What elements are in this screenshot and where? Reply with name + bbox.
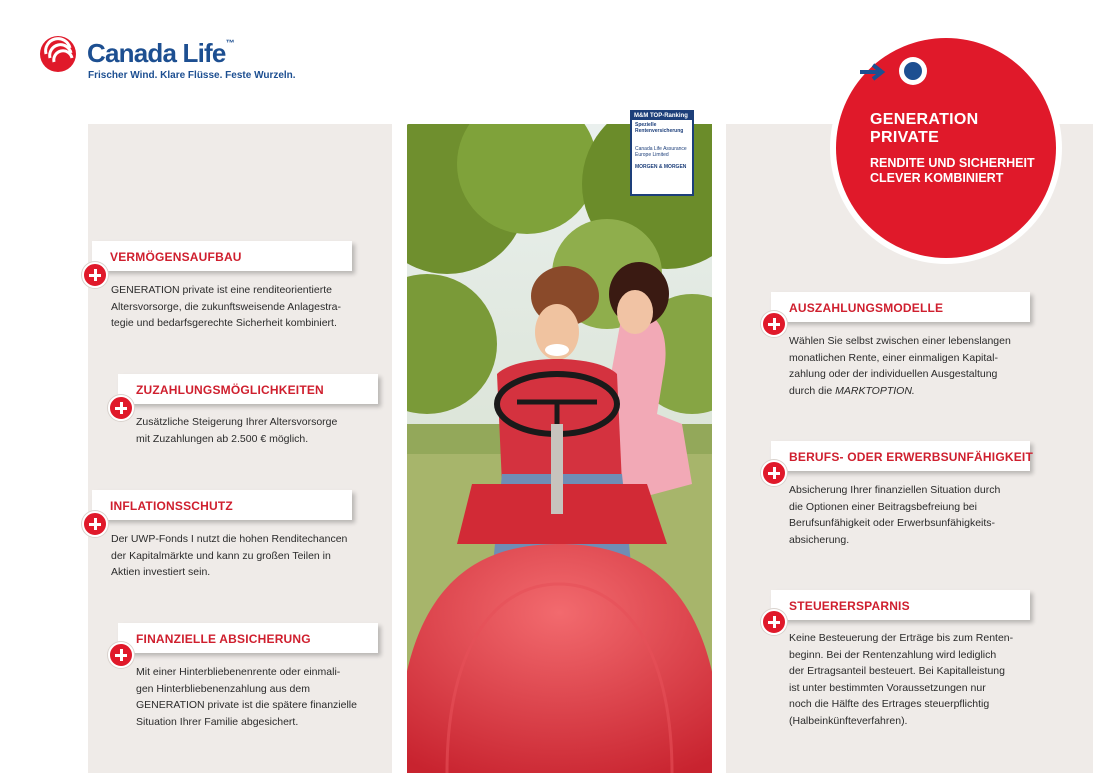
section-body: GENERATION private ist eine renditeorientierte Altersvorsorge, die zukunftsweisende Anlagestra- tegie und bedarfsgerechte Sicherheit kombiniert.: [111, 284, 341, 329]
section-body: Keine Besteuerung der Erträge bis zum Renten- beginn. Bei der Rentenzahlung wird lediglich der Ertragsanteil besteuert. Bei Kapitalleistung ist unter bestimmten Voraussetzungen nur noch die Hälfte des Ertrages steuerpflichtig (Halbeinkünfteverfahren).: [789, 632, 1014, 727]
section-body: Wählen Sie selbst zwischen einer lebenslangen monatlichen Rente, einer einmaligen Kapital- zahlung oder der individuellen Ausgestaltung durch die MARKTOPTION.: [789, 335, 1011, 397]
section-body: Der UWP-Fonds I nutzt die hohen Renditechancen der Kapitalmärkte und kann zu großen Teilen in Aktien investiert sein.: [111, 533, 348, 578]
hero-subtitle: RENDITE UND SICHERHEIT CLEVER KOMBINIERT: [870, 156, 1035, 185]
section-body: Mit einer Hinterbliebenenrente oder einmali- gen Hinterbliebenenzahlung aus dem GENERATION private ist die spätere finanzielle Situation Ihrer Familie abgesichert.: [136, 666, 357, 728]
arrow-dot-icon: [857, 56, 937, 88]
badge-line1: Spezielle: [635, 122, 657, 128]
hero-title: GENERATION PRIVATE: [870, 111, 979, 146]
section-title: VERMÖGENSAUFBAU: [110, 250, 242, 264]
mm-top-ranking-badge: [630, 110, 694, 196]
badge-footer: MORGEN & MORGEN: [635, 164, 687, 170]
canada-life-emblem-icon: [38, 36, 80, 78]
section-title: FINANZIELLE ABSICHERUNG: [136, 632, 311, 646]
badge-company: Canada Life Assurance Europe Limited: [635, 146, 687, 158]
brand-name: Canada Life™: [87, 38, 234, 68]
hero-photo: [407, 124, 712, 773]
plus-icon: [761, 311, 787, 337]
section-title: STEUERERSPARNIS: [789, 599, 910, 613]
section-body: Absicherung Ihrer finanziellen Situation durch die Optionen einer Beitragsbefreiung bei Berufsunfähigkeit oder Erwerbsunfähigkeits- absicherung.: [789, 484, 1001, 546]
section-body: Zusätzliche Steigerung Ihrer Altersvorsorge mit Zuzahlungen ab 2.500 € möglich.: [136, 416, 338, 445]
plus-icon: [82, 262, 108, 288]
section-title: AUSZAHLUNGSMODELLE: [789, 301, 944, 315]
section-title: ZUZAHLUNGSMÖGLICHKEITEN: [136, 383, 324, 397]
couple-on-tractor-illustration: [407, 124, 712, 773]
plus-icon: [82, 511, 108, 537]
plus-icon: [761, 609, 787, 635]
plus-icon: [108, 642, 134, 668]
badge-line2: Rentenversicherung: [635, 128, 684, 134]
badge-title: M&M TOP-Ranking: [632, 112, 692, 120]
plus-icon: [108, 395, 134, 421]
section-title: INFLATIONSSCHUTZ: [110, 499, 233, 513]
canada-life-logo: [38, 36, 298, 86]
plus-icon: [761, 460, 787, 486]
section-title: BERUFS- ODER ERWERBSUNFÄHIGKEIT: [789, 450, 1033, 464]
brand-tagline: Frischer Wind. Klare Flüsse. Feste Wurzeln.: [88, 70, 296, 81]
